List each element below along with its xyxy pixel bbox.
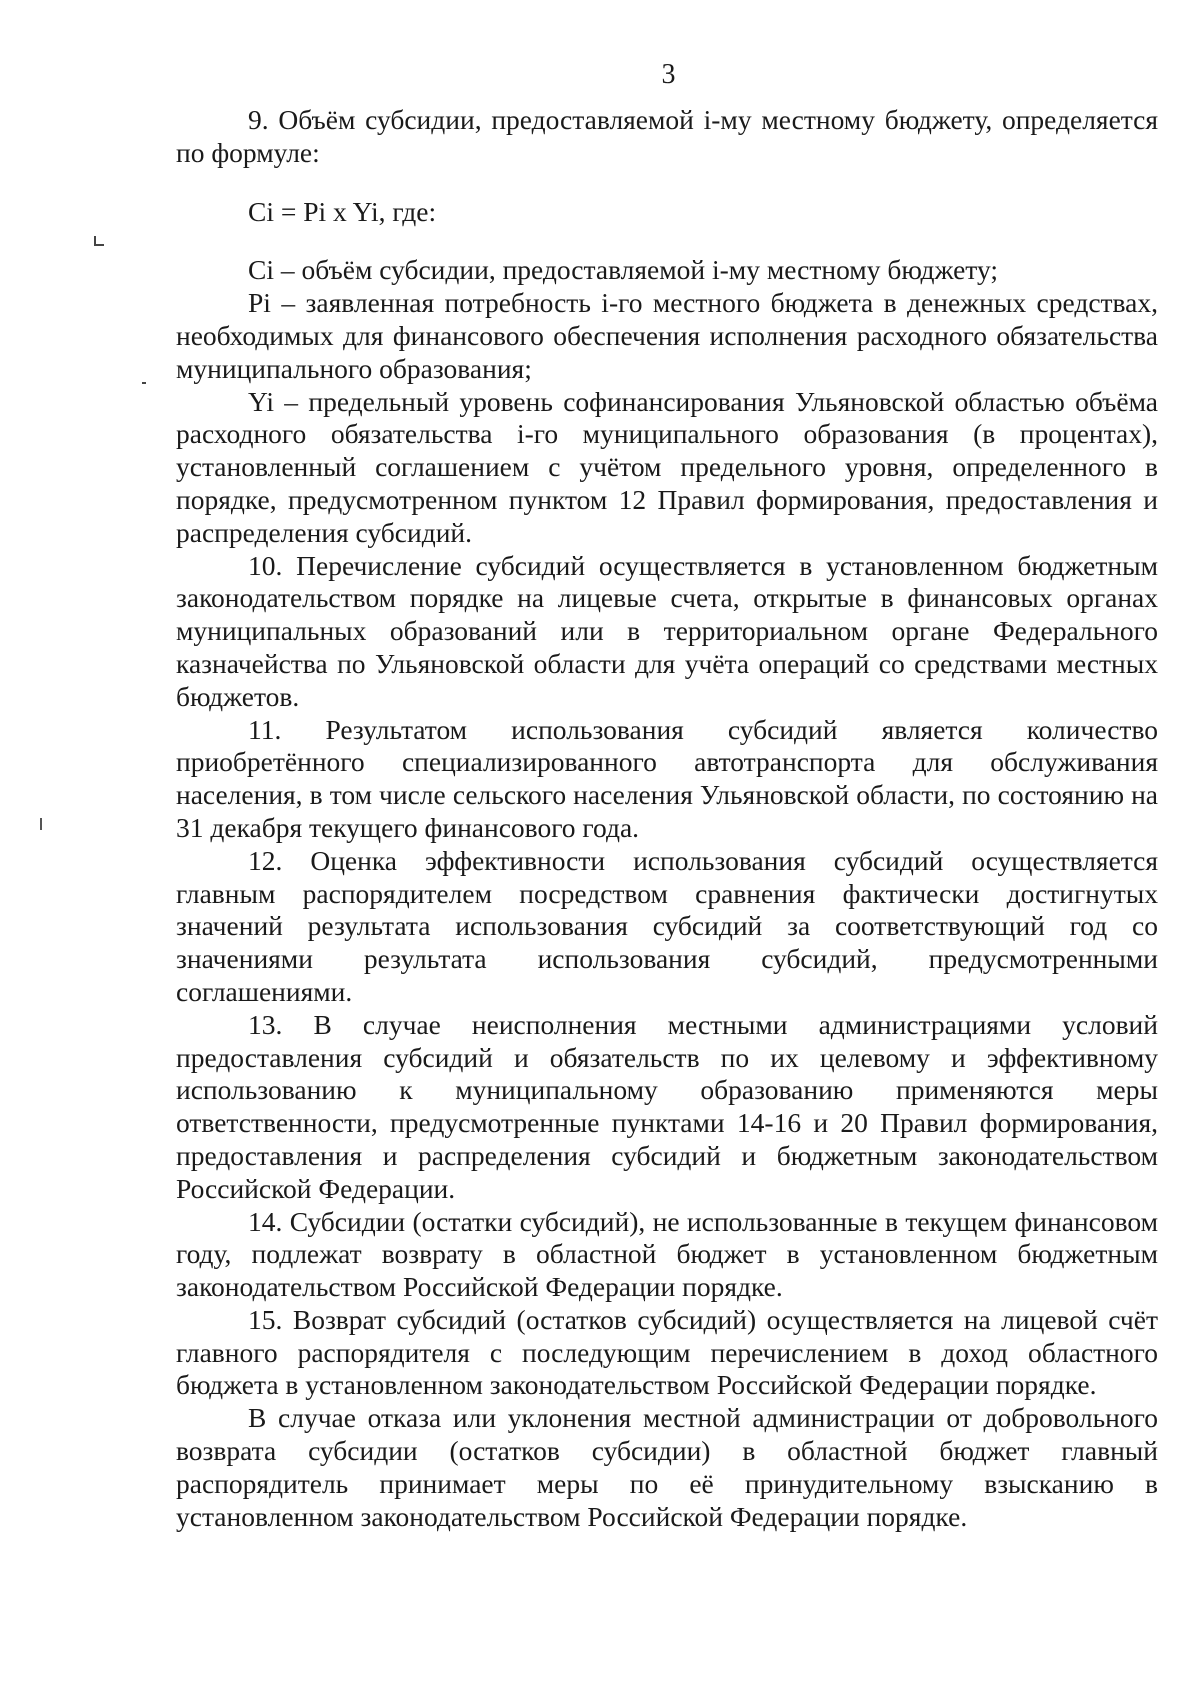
paragraph-item-13: 13. В случае неисполнения местными администрациями условий предоставления субсидий и обязательств по их целевому и эффективному использованию к муниципальному образованию применяются меры ответственности, предусмотренные пунктами 14-16 и 20 Правил формирования, предоставления и распределения субсидий и бюджетным законодательством Российской Федерации.	[176, 1008, 1158, 1204]
definition-pi: Pi – заявленная потребность i-го местного бюджета в денежных средствах, необходимых для финансового обеспечения исполнения расходного обязательства муниципального образования;	[176, 287, 1158, 384]
document-body	[176, 104, 1158, 1533]
paragraph-item-9: 9. Объём субсидии, предоставляемой i-му местному бюджету, определяется по формуле:	[176, 104, 1158, 168]
paragraph-item-10: 10. Перечисление субсидий осуществляется в установленном бюджетным законодательством порядке на лицевые счета, открытые в финансовых органах муниципальных образований или в территориальном органе Федерального казначейства по Ульяновской области для учёта операций со средствами местных бюджетов.	[176, 549, 1158, 712]
paragraph-item-12: 12. Оценка эффективности использования субсидий осуществляется главным распорядителем посредством сравнения фактически достигнутых значений результата использования субсидий за соответствующий год со значениями результата использования субсидий, предусмотренными соглашениями.	[176, 844, 1158, 1007]
definition-ci: Ci – объём субсидии, предоставляемой i-му местному бюджету;	[248, 254, 998, 286]
paragraph-item-14: 14. Субсидии (остатки субсидий), не использованные в текущем финансовом году, подлежат возврату в областной бюджет в установленном бюджетным законодательством Российской Федерации порядке.	[176, 1205, 1158, 1303]
scan-mark	[142, 382, 146, 384]
scan-mark	[40, 818, 42, 830]
definition-yi: Yi – предельный уровень софинансирования Ульяновской областью объёма расходного обязательства i-го муниципального образования (в процентах), установленный соглашением с учётом предельного уровня, определенного в порядке, предусмотренном пунктом 12 Правил формирования, предоставления и распределения субсидий.	[176, 385, 1158, 548]
paragraph-item-11: 11. Результатом использования субсидий является количество приобретённого специализированного автотранспорта для обслуживания населения, в том числе сельского населения Ульяновской области, по состоянию на 31 декабря текущего финансового года.	[176, 713, 1158, 843]
paragraph-item-15-continued: В случае отказа или уклонения местной администрации от добровольного возврата субсидии (остатков субсидии) в областной бюджет главный распорядитель принимает меры по её принудительному взысканию в установленном законодательством Российской Федерации порядке.	[176, 1402, 1158, 1532]
paragraph-item-15: 15. Возврат субсидий (остатков субсидий) осуществляется на лицевой счёт главного распорядителя с последующим перечислением в доход областного бюджета в установленном законодательством Российской Федерации порядке.	[176, 1303, 1158, 1401]
page-number: 3	[661, 59, 676, 90]
formula: Ci = Pi x Yi, где:	[248, 195, 437, 227]
scan-mark	[94, 236, 104, 246]
